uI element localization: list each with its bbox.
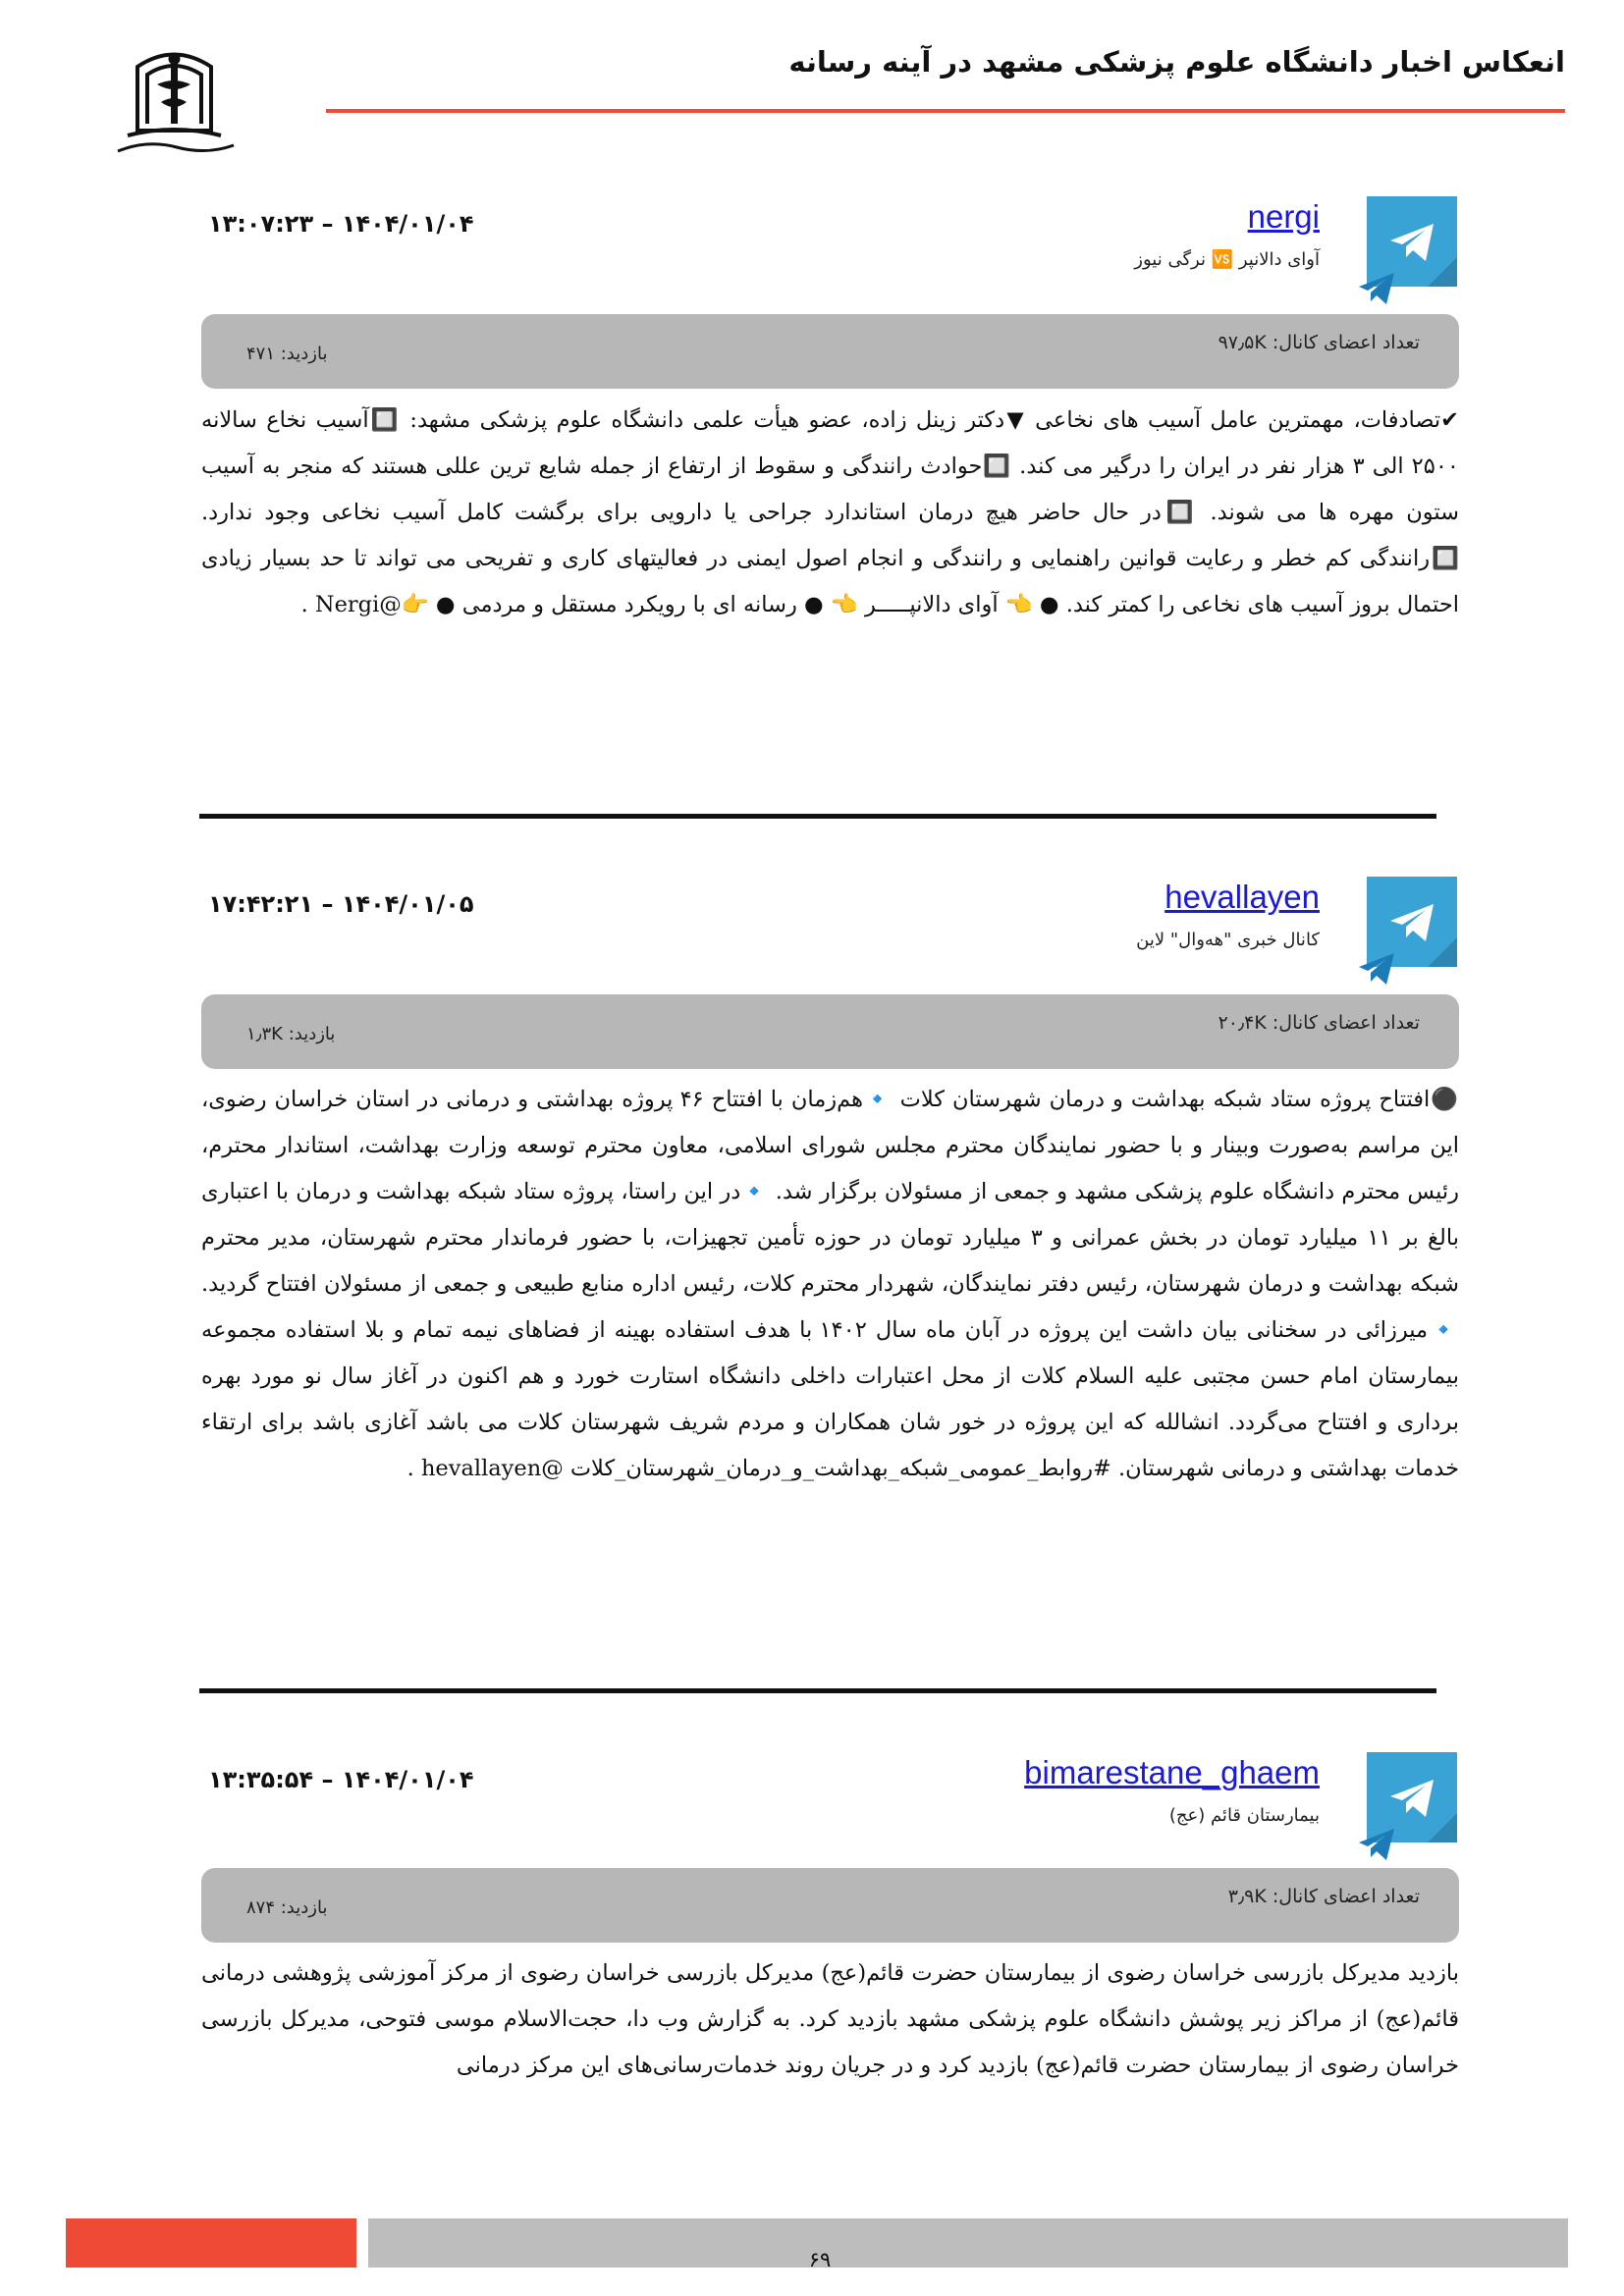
- channel-link[interactable]: bimarestane_ghaem: [1024, 1754, 1320, 1790]
- post-date: ۱۴۰۴/۰۱/۰۴ – ۱۳:۰۷:۲۳: [208, 210, 474, 238]
- view-count: بازدید: ۱٫۳K: [246, 1024, 336, 1044]
- channel-link[interactable]: nergi: [1247, 198, 1320, 235]
- footer-bar: [368, 2218, 1568, 2268]
- channel-description: کانال خبری "هەوال" لاین: [1136, 930, 1320, 950]
- view-count: بازدید: ۴۷۱: [246, 344, 328, 364]
- post-body: ✔تصادفات، مهمترین عامل آسیب های نخاعی ▼دکتر زینل زاده، عضو هیأت علمی دانشگاه علوم پزشکی مشهد: 🔲آسیب نخاع سالانه ۲۵۰۰ الی ۳ هزار نفر در ایران را درگیر می کند. 🔲حوادث رانندگی و سقوط از ارتفاع از جمله شایع ترین عللی هستند که منجر به آسیب ستون مهره ها می شوند. 🔲در حال حاضر هیچ درمان استاندارد جراحی یا دارویی برای برگشت کامل آسیب نخاعی وجود ندارد. 🔲رانندگی کم خطر و رعایت قوانین راهنمایی و رانندگی و انجام اصول ایمنی در فعالیتهای کاری و تفریحی می تواند تا حد بسیار زیادی احتمال بروز آسیب های نخاعی را کمتر کند. ● 👈 آوای دالانپـــــر 👈 ● رسانه ای با رویکرد مستقل و مردمی ● 👉@Nergi .: [201, 407, 1459, 617]
- post-date: ۱۴۰۴/۰۱/۰۴ – ۱۳:۳۵:۵۴: [208, 1766, 474, 1793]
- member-count: تعداد اعضای کانال: ۲۰٫۴K: [1218, 1012, 1420, 1034]
- stats-bar: [201, 1868, 1459, 1943]
- stats-bar: [201, 994, 1459, 1069]
- post-body: ⚫افتتاح پروژه ستاد شبکه بهداشت و درمان شهرستان کلات 🔹هم‌زمان با افتتاح ۴۶ پروژه بهداشتی و درمانی در استان خراسان رضوی، این مراسم به‌صورت وبینار و با حضور نمایندگان محترم مجلس شورای اسلامی، معاون محترم توسعه وزارت بهداشت، استاندار محترم، رئیس محترم دانشگاه علوم پزشکی مشهد و جمعی از مسئولان برگزار شد. 🔹در این راستا، پروژه ستاد شبکه بهداشت و درمان با اعتباری بالغ بر ۱۱ میلیارد تومان در بخش عمرانی و ۳ میلیارد تومان در حوزه تأمین تجهیزات، با حضور فرماندار محترم شهرستان، مدیر محترم شبکه بهداشت و درمان شهرستان، رئیس دفتر نمایندگان، شهردار محترم کلات، رئیس اداره منابع طبیعی و جمعی از مسئولان افتتاح گردید. 🔹میرزائی در سخنانی بیان داشت این پروژه در آبان ماه سال ۱۴۰۲ با هدف استفاده بهینه از فضاهای نیمه تمام و بلا استفاده مجموعه بیمارستان امام حسن مجتبی علیه السلام کلات از محل اعتبارات داخلی دانشگاه استارت خورد و هم اکنون در آغاز سال نو مورد بهره برداری و افتتاح می‌گردد. انشالله که این پروژه در خور شان همکاران و مردم شریف شهرستان کلات می باشد آغازی باشد برای ارتقاء خدمات بهداشتی و درمانی شهرستان. #روابط_عمومی_شبکه_بهداشت_و_درمان_شهرستان_کلات @hevallayen .: [201, 1087, 1460, 1481]
- telegram-plane-icon: [1357, 949, 1396, 988]
- page-title: انعکاس اخبار دانشگاه علوم پزشکی مشهد در آینه رسانه: [788, 45, 1565, 79]
- header-divider: [326, 109, 1565, 113]
- stats-bar: [201, 314, 1459, 389]
- member-count: تعداد اعضای کانال: ۹۷٫۵K: [1218, 332, 1420, 353]
- view-count: بازدید: ۸۷۴: [246, 1897, 328, 1918]
- telegram-plane-icon: [1357, 269, 1396, 308]
- channel-description: بیمارستان قائم (عج): [1168, 1805, 1320, 1826]
- post-date: ۱۴۰۴/۰۱/۰۵ – ۱۷:۴۲:۲۱: [208, 890, 474, 918]
- page-number: ۶۹: [808, 2248, 832, 2271]
- telegram-plane-icon: [1357, 1825, 1396, 1864]
- member-count: تعداد اعضای کانال: ۳٫۹K: [1227, 1886, 1420, 1907]
- channel-description: آوای دالانپر 🆚 نرگی نیوز: [1134, 249, 1320, 270]
- channel-link[interactable]: hevallayen: [1164, 879, 1320, 915]
- university-crest-icon: [108, 37, 241, 165]
- post-separator: [199, 1688, 1436, 1693]
- footer-accent-bar: [66, 2218, 356, 2268]
- post-body: بازدید مدیرکل بازرسی خراسان رضوی از بیمارستان حضرت قائم(عج) مدیرکل بازرسی خراسان رضوی از مرکز آموزشی پژوهشی درمانی قائم(عج) از مراکز زیر پوشش دانشگاه علوم پزشکی مشهد بازدید کرد. به گزارش وب دا، حجت‌الاسلام موسی فتوحی، مدیرکل بازرسی خراسان رضوی از بیمارستان حضرت قائم(عج) بازدید کرد و در جریان روند خدمات‌رسانی‌های این مرکز درمانی: [201, 1960, 1459, 2078]
- post-separator: [199, 814, 1436, 819]
